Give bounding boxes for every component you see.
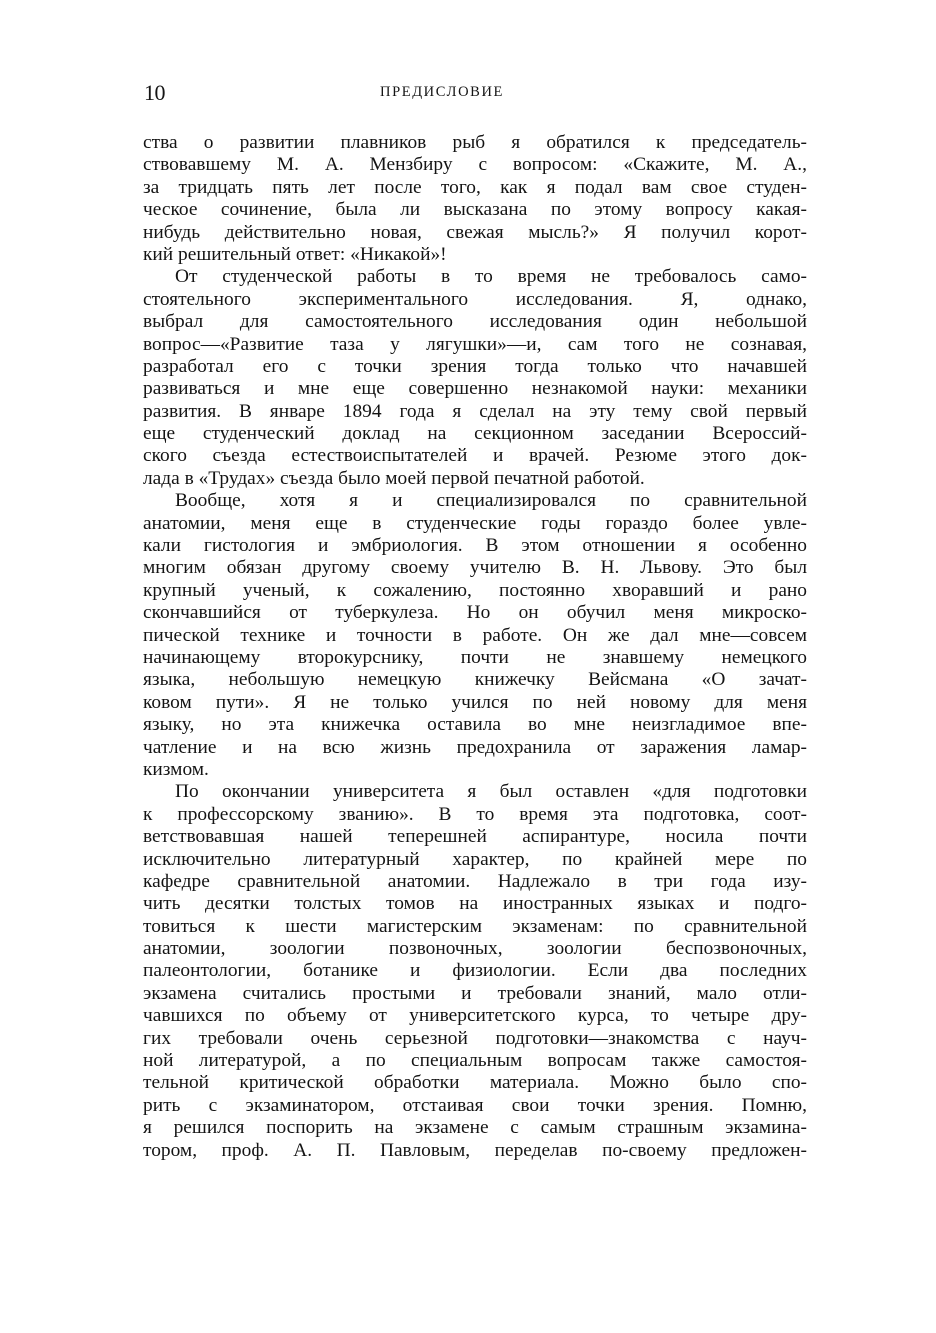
text-line: ствовавшему М. А. Мензбиру с вопросом: «Скажите, М. А., [143, 154, 807, 176]
text-line: ства о развитии плавников рыб я обратился к председатель- [143, 132, 807, 153]
text-line: чатление и на всю жизнь предохранила от заражения ламар- [143, 736, 807, 758]
text-line: анатомии, зоологии позвоночных, зоологии беспозвоночных, [143, 938, 807, 960]
text-line: разработал его с точки зрения тогда только что начавшей [143, 355, 807, 377]
text-line: ной литературой, а по специальным вопросам также самостоя- [143, 1050, 807, 1072]
text-line: пической технике и точности в работе. Он же дал мне—совсем [143, 624, 807, 646]
text-line: скончавшийся от туберкулеза. Но он обучил меня микроско- [143, 602, 807, 624]
text-line: стоятельного экспериментального исследования. Я, однако, [143, 288, 807, 310]
text-line: нибудь действительно новая, свежая мысль?» Я получил корот- [143, 221, 807, 243]
text-line: палеонтологии, ботанике и физиологии. Если два последних [143, 960, 807, 982]
text-line: кафедре сравнительной анатомии. Надлежало в три года изу- [143, 870, 807, 892]
text-line: развиваться и мне еще совершенно незнакомой науки: механики [143, 378, 807, 400]
page-number: 10 [144, 80, 165, 105]
text-line: тором, проф. А. П. Павловым, переделав по-своему предложен- [143, 1139, 807, 1161]
text-line: рить с экзаминатором, отстаивая свои точки зрения. Помню, [143, 1094, 807, 1116]
text-line: ковом пути». Я не только учился по ней новому для меня [143, 691, 807, 713]
text-line: исключительно литературный характер, по крайней мере по [143, 848, 807, 870]
text-line: ветствовавшая нашей теперешней аспирантуре, носила почти [143, 826, 807, 848]
body-text [143, 132, 807, 1162]
text-line: начинающему второкурснику, почти не знавшему немецкого [143, 646, 807, 668]
text-line: еще студенческий доклад на секционном заседании Всероссий- [143, 423, 807, 445]
text-line: экзамена считались простыми и требовали знаний, мало отли- [143, 982, 807, 1004]
text-line: кий решительный ответ: «Никакой»! [143, 243, 447, 265]
text-line: за тридцать пять лет после того, как я подал вам свое студен- [143, 176, 807, 198]
text-line: ского съезда естествоиспытателей и врачей. Резюме этого док- [143, 445, 807, 467]
text-line: чавшихся по объему от университетского курса, то четыре дру- [143, 1005, 807, 1027]
text-line: Вообще, хотя я и специализировался по сравнительной [175, 490, 807, 512]
text-line: крупный ученый, к сожалению, постоянно хворавший и рано [143, 579, 807, 601]
running-title: ПРЕДИСЛОВИЕ [380, 84, 504, 100]
text-line: кали гистология и эмбриология. В этом отношении я особенно [143, 535, 807, 557]
text-line: анатомии, меня еще в студенческие годы гораздо более увле- [143, 512, 807, 534]
text-line: кизмом. [143, 758, 209, 780]
text-line: выбрал для самостоятельного исследования один небольшой [143, 311, 807, 333]
text-line: языка, небольшую немецкую книжечку Вейсмана «О зачат- [143, 669, 807, 691]
text-line: чить десятки толстых томов на иностранных языках и подго- [143, 893, 807, 915]
text-line: я решился поспорить на экзамене с самым страшным экзамина- [143, 1117, 807, 1139]
text-line: языку, но эта книжечка оставила во мне неизгладимое впе- [143, 714, 807, 736]
text-line: товиться к шести магистерским экзаменам: по сравнительной [143, 915, 807, 937]
text-line: к профессорскому званию». В то время эта подготовка, соот- [143, 803, 807, 825]
text-line: По окончании университета я был оставлен «для подготовки [175, 781, 807, 803]
text-line: многим обязан другому своему учителю В. Н. Львову. Это был [143, 557, 807, 579]
text-line: гих требовали очень серьезной подготовки—знакомства с науч- [143, 1027, 807, 1049]
text-line: вопрос—«Развитие таза у лягушки»—и, сам того не сознавая, [143, 333, 807, 355]
text-line: От студенческой работы в то время не требовалось само- [175, 266, 807, 288]
text-line: тельной критической обработки материала. Можно было спо- [143, 1072, 807, 1094]
text-line: лада в «Трудах» съезда было моей первой печатной работой. [143, 467, 645, 489]
text-line: развития. В январе 1894 года я сделал на эту тему свой первый [143, 400, 807, 422]
text-line: ческое сочинение, была ли высказана по этому вопросу какая- [143, 199, 807, 221]
